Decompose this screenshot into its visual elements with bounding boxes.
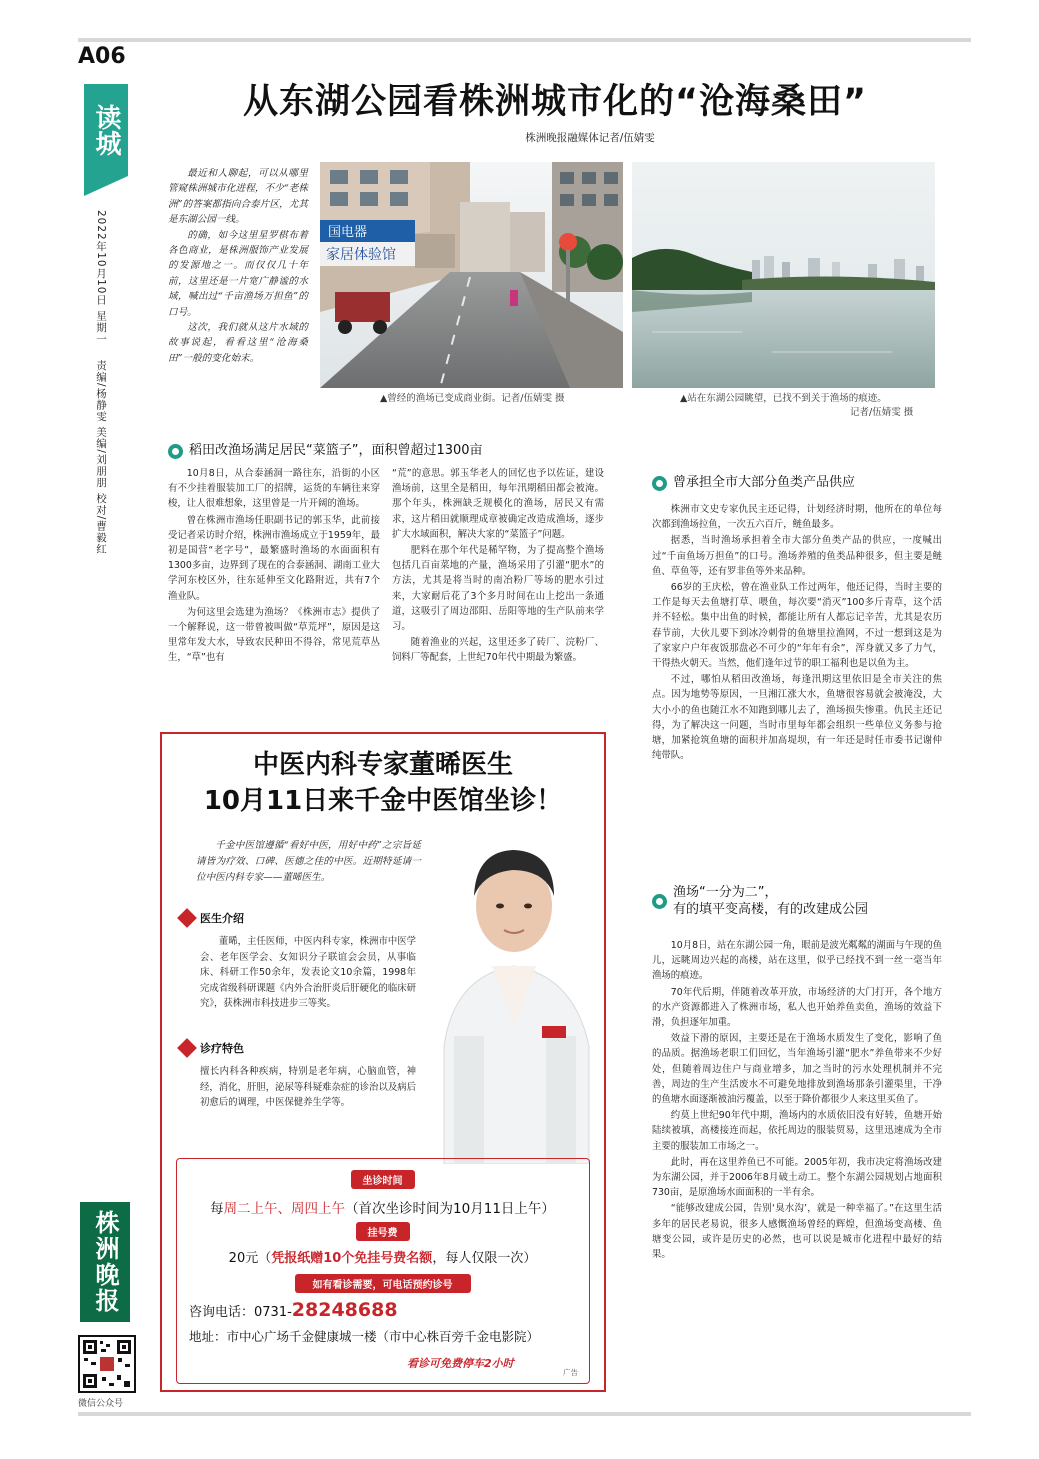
doctor-label	[180, 910, 244, 926]
section1-col1	[168, 466, 380, 667]
paragraph: 据悉，当时渔场承担着全市大部分鱼类产品的供应，一度喊出过“千亩鱼场万担鱼”的口号。渔场养殖的鱼类品种很多，但主要是鲢鱼、草鱼等，还有罗非鱼等外来品种。	[652, 535, 942, 577]
section3-body	[652, 938, 942, 1263]
intro-paragraph: 最近和人聊起，可以从哪里管窥株洲城市化进程，不少“老株洲”的答案都指向合泰片区，尤其是东湖公园一线。	[168, 168, 308, 226]
schedule-tag: 坐诊时间	[351, 1170, 415, 1189]
section-ribbon	[84, 176, 128, 196]
appointment-tag: 如有看诊需要，可电话预约诊号	[295, 1274, 471, 1293]
section1-heading-text: 稻田改渔场满足居民“菜篮子”，面积曾超过1300亩	[189, 443, 483, 458]
ad-title-line1: 中医内科专家董晞医生	[252, 750, 513, 780]
paragraph: 约莫上世纪90年代中期，渔场内的水质依旧没有好转，鱼塘开始陆续被填，高楼接连而起，依托周边的服装贸易，这里迅速成为全市主要的服装加工市场之一。	[652, 1110, 942, 1152]
section3-heading-line2: 有的填平变高楼，有的改建成公园	[673, 902, 869, 917]
byline: 株洲晚报融媒体记者/伍婧雯	[525, 132, 655, 144]
section-name-text: 读城	[91, 104, 121, 156]
specialty-label	[180, 1040, 244, 1056]
paragraph: “能够改建成公园，告别‘臭水沟’，就是一种幸福了。”在这里生活多年的居民老易说，很多人感慨渔场曾经的辉煌，但渔场变高楼、鱼塘变公园，或许是历史的必然，也可以说是城市化进程中最好的结果。	[652, 1203, 942, 1261]
paragraph: 不过，哪怕从稻田改渔场，每逢汛期这里依旧是全市关注的焦点。因为地势等原因，一旦湘江涨大水，鱼塘很容易就会被淹没，大大小小的鱼也随江水不知跑到哪儿去了，渔场损失惨重。仇民主还记得，为了解决这一问题，当时市里每年都会组织一些单位义务参与抢塘，加紧抢筑鱼塘的面积并加高堤坝，有一年还是时任市委书记谢仲纯带队。	[652, 674, 942, 762]
paragraph: 随着渔业的兴起，这里还多了砖厂、浣粉厂、饲料厂等配套，上世纪70年代中期最为繁盛。	[392, 637, 604, 664]
credits-line: 责编/杨静雯 美编/刘朋朋 校对/曹毅红	[95, 360, 107, 555]
photo2-caption-line2: 记者/伍婧雯 摄	[850, 407, 914, 418]
paragraph: 10月8日，从合泰涵洞一路往东，沿街的小区有不少挂着服装加工厂的招牌，运货的车辆往来穿梭，让人很难想象，这里曾是一片开阔的渔场。	[168, 468, 380, 510]
paragraph: 肥料在那个年代是稀罕物，为了提高整个渔场包括几百亩菜地的产量，渔场采用了引灌“肥水”的方法，尤其是将当时的南冶粉厂等场的肥水引过来，大家耐后花了3个多月时间在山上挖出一条通道，这吸引了周边邵阳、岳阳等地的生产队前来学习。	[392, 545, 604, 633]
address-line: 地址：市中心广场千金健康城一楼（市中心株百旁千金电影院）	[189, 1329, 540, 1344]
wechat-label: 微信公众号	[78, 1399, 124, 1409]
paragraph: 曾在株洲市渔场任职副书记的郭玉华，此前接受记者采访时介绍，株洲市渔场成立于1959年，最初是国营“老字号”，最繁盛时渔场的水面面积有1300多亩，边界到了现在的合泰涵洞、湖南工业大学河东校区外，往东延伸至文化路附近，共有7个渔业队。	[168, 514, 380, 602]
page-number: A06	[78, 44, 126, 69]
ad-title-line2: 10月11日来千金中医馆坐诊！	[203, 786, 563, 816]
bottom-rule	[78, 1412, 971, 1416]
schedule-suffix: （首次坐诊时间为10月11日上午）	[345, 1201, 555, 1217]
fee-suffix: ，每人仅限一次）	[432, 1251, 537, 1266]
paragraph: 10月8日，站在东湖公园一角，眼前是波光粼粼的湖面与午现的鱼儿，远眺周边兴起的高楼，站在这里，似乎已经找不到一丝一毫当年渔场的痕迹。	[652, 940, 942, 982]
date-line: 2022年10月10日 星期一	[95, 210, 107, 345]
phone-label: 咨询电话：0731-	[189, 1305, 292, 1320]
schedule-days: 周二上午、周四上午	[223, 1201, 346, 1217]
fee-line	[177, 1247, 588, 1266]
lake-photo	[632, 162, 935, 388]
phone-number[interactable]: 28248688	[291, 1299, 398, 1321]
parking-note: 看诊可免费停车2小时	[407, 1357, 514, 1370]
specialty-label-text: 诊疗特色	[200, 1042, 244, 1055]
shop-sign-2: 家居体验馆	[326, 247, 396, 263]
doctor-portrait-image	[424, 826, 604, 1164]
section-ring-icon	[168, 444, 183, 459]
section1-heading	[168, 442, 483, 459]
lake-photo-image	[632, 162, 935, 388]
paragraph: “荒”的意思。郭玉华老人的回忆也予以佐证，建设渔场前，这里全是稻田，每年汛期稻田都会被淹。那个年头，株洲缺乏规模化的渔场，居民又有需求，这片稻田就顺理成章被确定改造成渔场，逐步扩大水域面积，解决大家的“菜篮子”问题。	[392, 468, 604, 540]
schedule-prefix: 每	[210, 1201, 224, 1217]
photo1-caption: ▲曾经的渔场已变成商业街。记者/伍婧雯 摄	[380, 393, 565, 404]
ad-info-box	[176, 1158, 590, 1384]
phone-line[interactable]	[189, 1299, 398, 1321]
section3-heading	[652, 884, 868, 918]
ad-mark: 广告	[563, 1368, 578, 1377]
paragraph: 效益下滑的原因，主要还是在于渔场水质发生了变化，影响了鱼的品质。据渔场老职工们回忆，当年渔场引灌“肥水”养鱼带来不少好处，但随着周边住户与商业增多，加之当时的污水处理机制并不完善，周边的生产生活废水不可避免地排放到渔场那条引灌渠里，干净的鱼塘水面逐渐被油污覆盖，以至于降价都很少人来这里买鱼了。	[652, 1033, 942, 1106]
qr-code[interactable]	[78, 1335, 136, 1393]
paragraph: 66岁的王庆松，曾在渔业队工作过两年，他还记得，当时主要的工作是每天去鱼塘打草、喂鱼，每次要“消灭”100多斤青草，这个活并不轻松。集中出鱼的时候，都能让所有人都忘记辛苦，尤其是农历春节前，大伙儿要下到冰冷刺骨的鱼塘里拉渔网，不过一想到这是为了家家户户年夜饭那盘必不可少的“年年有余”，浑身就又多了力气，干得热火朝天。当然，他们逢年过节的职工福利也是以鱼为主。	[652, 582, 942, 670]
section1-col2	[392, 466, 604, 667]
intro-paragraph: 的确，如今这里星罗棋布着各色商业，是株洲服饰产业发展的发源地之一。而仅仅几十年前，这里还是一片宽广静谧的水域，喊出过“千亩渔场万担鱼”的口号。	[168, 229, 308, 318]
qr-code-icon	[80, 1337, 134, 1391]
diamond-icon	[177, 908, 197, 928]
shop-sign-1: 国电器	[328, 225, 368, 240]
section-ring-icon	[652, 894, 667, 909]
doctor-portrait	[424, 826, 604, 1164]
newspaper-logo	[80, 1202, 130, 1322]
schedule-line	[177, 1197, 588, 1217]
specialty-text: 擅长内科各种疾病，特别是老年病，心脑血管，神经，消化，肝胆，泌尿等科疑难杂症的诊治以及病后初愈后的调理，中医保健养生学等。	[200, 1066, 416, 1109]
section-name	[84, 84, 128, 176]
photo2-caption-line1: ▲站在东湖公园眺望，已找不到关于渔场的痕迹。	[680, 393, 887, 404]
ad-intro: 千金中医馆遵循“看好中医，用好中药”之宗旨延请皆为疗效、口碑、医德之佳的中医。近期特延请一位中医内科专家——董晞医生。	[196, 840, 421, 883]
top-rule	[78, 38, 971, 42]
doctor-text: 董晞，主任医师，中医内科专家，株洲市中医学会、老年医学会、女知识分子联谊会会员，从事临床、科研工作50余年，发表论文10余篇，1998年完成省级科研课题《内外合治肝炎后肝硬化的临床研究》，获株洲市科技进步三等奖。	[200, 936, 416, 1010]
intro	[168, 166, 308, 366]
ad-box	[160, 732, 606, 1392]
fee-tag: 挂号费	[356, 1222, 410, 1241]
section-ring-icon	[652, 476, 667, 491]
headline: 从东湖公园看株洲城市化的“沧海桑田”	[242, 82, 867, 122]
diamond-icon	[177, 1038, 197, 1058]
paragraph: 此时，再在这里养鱼已不可能。2005年初，我市决定将渔场改建为东湖公园，并于2006年8月破土动工。整个东湖公园规划占地面积730亩，是原渔场水面面积的一半有余。	[652, 1156, 942, 1199]
paragraph: 株洲市文史专家仇民主还记得，计划经济时期，他所在的单位每次都到渔场拉鱼，一次五六百斤，鲢鱼最多。	[652, 504, 942, 531]
paragraph: 为何这里会选建为渔场？《株洲市志》提供了一个解释说，这一带曾被叫做“草荒坪”，原因是这里常年发大水，导致农民种田不得谷，常见荒草丛生，“草”也有	[168, 606, 380, 664]
section2-heading-text: 曾承担全市大部分鱼类产品供应	[673, 475, 856, 490]
fee-highlight: 凭报纸赠10个免挂号费名额	[271, 1251, 433, 1266]
street-photo	[320, 162, 623, 388]
section2-heading	[652, 474, 855, 491]
section3-heading-line1: 渔场“一分为二”，	[673, 885, 778, 900]
section2-body	[652, 502, 942, 764]
intro-paragraph: 这次，我们就从这片水域的故事说起，看看这里“沧海桑田”一般的变化始末。	[168, 322, 308, 364]
fee-prefix: 20元（	[228, 1251, 272, 1266]
street-photo-image	[320, 162, 623, 388]
doctor-label-text: 医生介绍	[200, 912, 244, 925]
paragraph: 70年代后期，伴随着改革开放，市场经济的大门打开，各个地方的水产资源都进入了株洲市场，私人也开始养鱼卖鱼，渔场的效益下滑，负担逐年加重。	[652, 986, 942, 1029]
logo-text: 株洲晚报	[91, 1210, 120, 1314]
